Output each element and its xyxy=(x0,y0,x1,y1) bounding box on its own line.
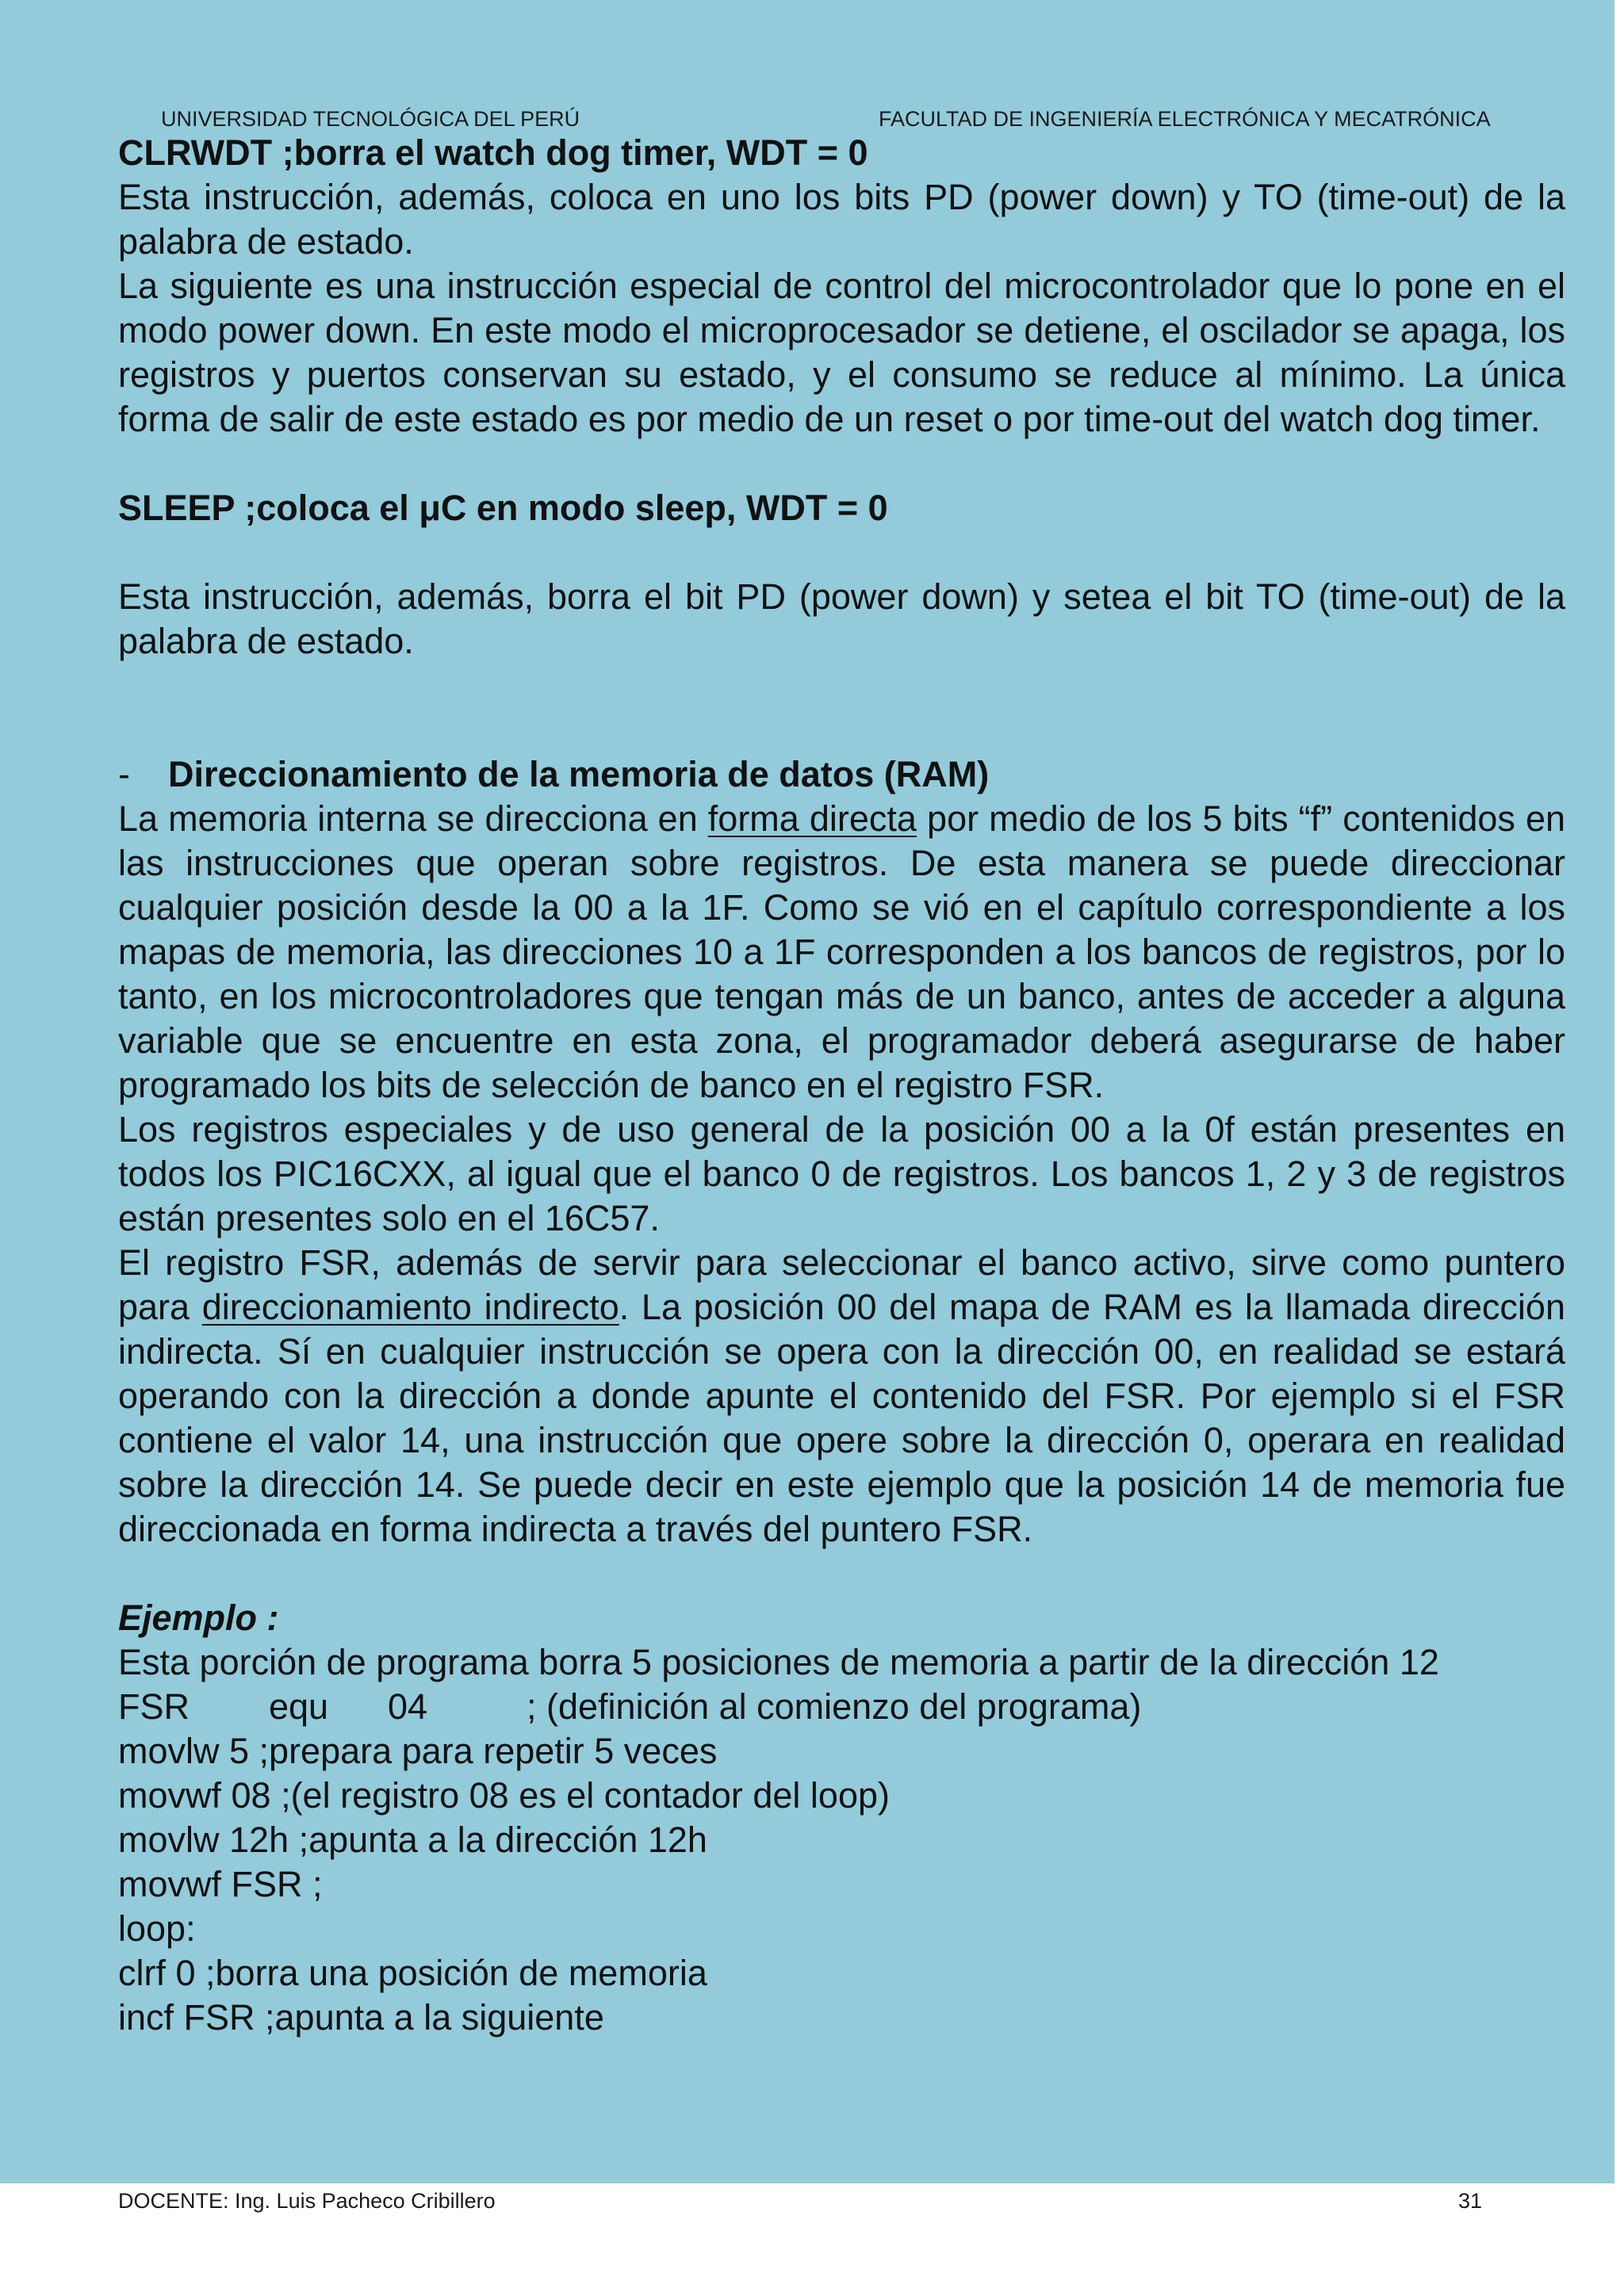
sleep-description: Esta instrucción, además, borra el bit PD (power down) y setea el bit TO (time-out) de la palabra de estado. xyxy=(118,576,1565,661)
code-line: incf FSR ;apunta a la siguiente xyxy=(118,1997,604,2038)
code-token: 04 xyxy=(388,1686,428,1727)
header-faculty: FACULTAD DE INGENIERÍA ELECTRÓNICA Y MECATRÓNICA xyxy=(879,107,1491,131)
code-line: clrf 0 ;borra una posición de memoria xyxy=(118,1953,707,1993)
sleep-intro-paragraph: La siguiente es una instrucción especial de control del microcontrolador que lo pone en el modo power down. En este modo el microprocesador se detiene, el oscilador se apaga, los registros y puertos conservan su estado, y el consumo se reduce al mínimo. La única forma de salir de este estado es por medio de un reset o por time-out del watch dog timer. xyxy=(118,266,1565,439)
paragraph-text: El registro FSR, además de servir para seleccionar el banco activo, sirve como puntero para xyxy=(118,1242,1565,1327)
clrwdt-description: Esta instrucción, además, coloca en uno los bits PD (power down) y TO (time-out) de la palabra de estado. xyxy=(118,177,1565,262)
underlined-term-direct: forma directa xyxy=(707,798,917,839)
code-line: movlw 12h ;apunta a la dirección 12h xyxy=(118,1820,707,1860)
paragraph-fsr xyxy=(118,1241,1565,1552)
paragraph-text: por medio de los 5 bits “f” contenidos en las instrucciones que operan sobre registros. De esta manera se puede direccionar cualquier posición desde la 00 a la 1F. Como se vió en el capítulo correspondiente a los mapas de memoria, las direcciones 10 a 1F corresponden a los bancos de registros, por lo tanto, en los microcontroladores que tengan más de un banco, antes de acceder a alguna variable que se encuentre en esta zona, el programador deberá asegurarse de haber programado los bits de selección de banco en el registro FSR. xyxy=(118,798,1566,1105)
code-line: movwf 08 ;(el registro 08 es el contador del loop) xyxy=(118,1775,890,1816)
spacer xyxy=(118,442,1565,486)
section-title: Direccionamiento de la memoria de datos (RAM) xyxy=(168,754,990,794)
section-dash: - xyxy=(118,754,130,794)
paragraph-direct-addressing xyxy=(118,797,1565,1108)
code-token: equ xyxy=(269,1686,329,1727)
clrwdt-title: CLRWDT ;borra el watch dog timer, WDT = 0 xyxy=(118,132,868,173)
paragraph-text: . La posición 00 del mapa de RAM es la llamada dirección indirecta. Sí en cualquier instrucción se opera con la dirección 00, en realidad se estará operando con la dirección a donde apunte el contenido del FSR. Por ejemplo si el FSR contiene el valor 14, una instrucción que opere sobre la dirección 0, operara en realidad sobre la dirección 14. Se puede decir en este ejemplo que la posición 14 de memoria fue direccionada en forma indirecta a través del puntero FSR. xyxy=(118,1287,1565,1549)
example-title: Ejemplo : xyxy=(118,1598,279,1638)
page-number: 31 xyxy=(1457,2189,1482,2213)
code-line: movlw 5 ;prepara para repetir 5 veces xyxy=(118,1731,718,1771)
code-token: FSR xyxy=(118,1686,190,1727)
page-footer xyxy=(118,2188,1482,2214)
code-comment: ; (definición al comienzo del programa) xyxy=(527,1686,1142,1727)
spacer xyxy=(118,1552,1565,1596)
page-body xyxy=(118,131,1565,2040)
code-line: movwf FSR ; xyxy=(118,1864,323,1904)
underlined-term-indirect: direccionamiento indirecto xyxy=(201,1287,619,1327)
code-definition-line xyxy=(118,1685,1565,1729)
paragraph-special-registers: Los registros especiales y de uso general de la posición 00 a la 0f están presentes en todos los PIC16CXX, al igual que el banco 0 de registros. Los bancos 1, 2 y 3 de registros están presentes solo en el 16C57. xyxy=(118,1109,1565,1238)
code-line: loop: xyxy=(118,1908,196,1949)
section-heading xyxy=(118,752,1565,797)
spacer xyxy=(118,530,1565,575)
sleep-title: SLEEP ;coloca el μC en modo sleep, WDT = 0 xyxy=(118,488,888,528)
footer-teacher: DOCENTE: Ing. Luis Pacheco Cribillero xyxy=(118,2189,496,2213)
header-university: UNIVERSIDAD TECNOLÓGICA DEL PERÚ xyxy=(161,107,580,131)
spacer xyxy=(118,664,1565,752)
example-description: Esta porción de programa borra 5 posiciones de memoria a partir de la dirección 12 xyxy=(118,1642,1439,1682)
paragraph-text: La memoria interna se direcciona en xyxy=(118,798,708,839)
